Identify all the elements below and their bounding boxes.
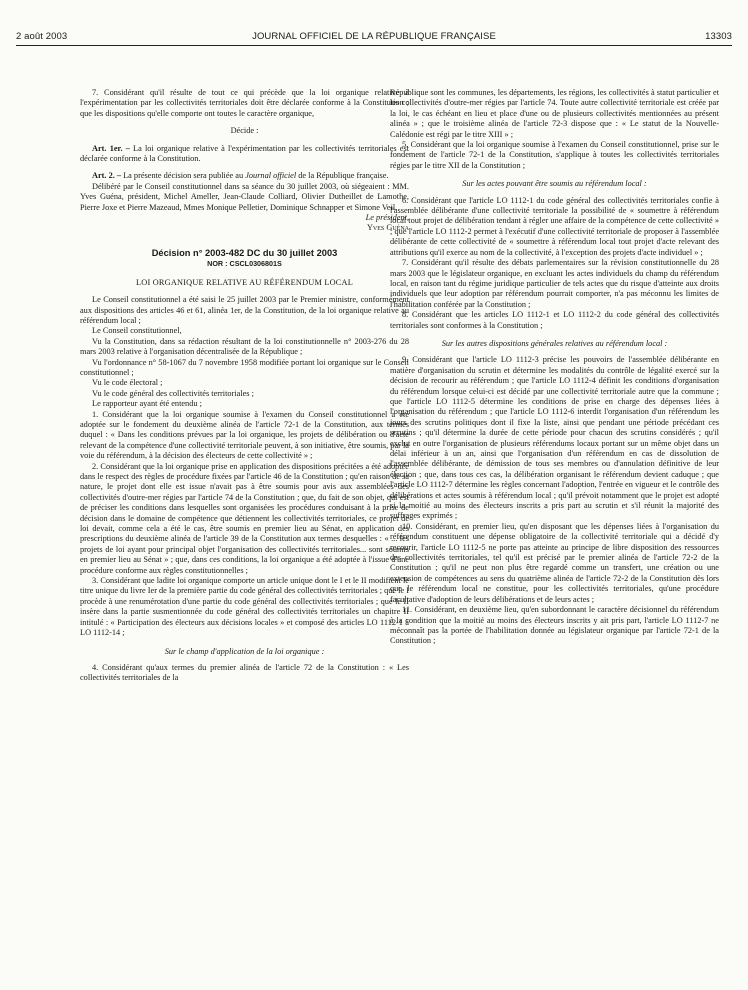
article-2-text-a: La présente décision sera publiée au: [123, 171, 246, 181]
article-1-text: La loi organique relative à l'expérimentation par les collectivités territoriales est déclarée conforme à la Constitution.: [80, 143, 409, 164]
paragraph-considerant-7: 7. Considérant qu'il résulte de tout ce qui précède que la loi organique relative à l'expérimentation par les collectivités territoriales doit être déclarée conforme à la Constitution ; que les dispositions qu'elle comporte ont toutes le caractère organique,: [80, 88, 409, 118]
article-2-label: Art. 2. –: [92, 171, 122, 181]
page-header: [16, 30, 732, 44]
paragraph-considerant-7b: 7. Considérant qu'il résulte des débats parlementaires sur la révision constitutionnelle du 28 mars 2003 que le législateur organique, en excluant les actes individuels du champ du référendum local, en raison tant du régime juridique particulier de tels actes que du risque d'atteinte aux droits individuels que leur adoption par référendum pourrait comporter, n'a pas méconnu les limites de l'habilitation conférée par la Constitution ;: [390, 258, 719, 309]
header-page-number: 13303: [705, 31, 732, 42]
paragraph-considerant-11: 11. Considérant, en deuxième lieu, qu'en subordonnant le caractère décisionnel du référendum à la condition que la moitié au moins des électeurs inscrits y ait pris part, l'article LO 1112-7 ne méconnaît pas la portée de l'habilitation donnée au législateur organique par l'article 72-1 de la Constitution ;: [390, 605, 719, 646]
section-heading-champ: Sur le champ d'application de la loi organique :: [164, 646, 325, 656]
paragraph-considerant-4: 4. Considérant qu'aux termes du premier alinéa de l'article 72 de la Constitution : « Les collectivités territoriales de la: [80, 662, 409, 683]
article-1: [80, 144, 409, 165]
article-1-label: Art. 1er. –: [92, 143, 130, 153]
signature-name: Yves Guéna: [366, 223, 409, 233]
paragraph-considerant-10: 10. Considérant, en premier lieu, qu'en disposant que les dépenses liées à l'organisation du référendum constituent une dépense obligatoire de la collectivité territoriale qui a décidé d'y recourir, l'article LO 1112-5 ne porte pas atteinte au principe de libre disposition des ressources des collectivités territoriales, tel qu'il est précisé par le premier alinéa de l'article 72-2 de la Constitution ; qu'il ne peut non plus être regardé comme un transfert, une création ou une extension de compétences au sens du quatrième alinéa de l'article 72-2 de la Constitution dès lors que le référendum local ne constitue, pour les collectivités territoriales, qu'une procédure facultative d'adoption de leurs délibérations et de leurs actes ;: [390, 521, 719, 604]
right-column: [390, 88, 719, 988]
paragraph-considerant-3: 3. Considérant que ladite loi organique comporte un article unique dont le I et le II modifient le titre unique du livre Ier de la première partie du code général des collectivités territoriales ; que le I procède à une renumérotation d'une partie du code général des collectivités territoriales ; que le II insère dans la partie susmentionnée du code général des collectivités territoriales un chapitre II intitulé : « Participation des électeurs aux décisions locales » et composé des articles LO 1112-1 à LO 1112-14 ;: [80, 576, 409, 638]
nor-reference: NOR : CSCL0306801S: [207, 259, 282, 269]
law-title: LOI ORGANIQUE RELATIVE AU RÉFÉRENDUM LOCAL: [136, 277, 353, 287]
header-date: 2 août 2003: [16, 31, 68, 42]
decision-title: Décision n° 2003-482 DC du 30 juillet 2003: [151, 247, 338, 258]
header-journal-title: JOURNAL OFFICIEL DE LA RÉPUBLIQUE FRANÇAISE: [252, 31, 496, 42]
vu-constitution: Vu la Constitution, dans sa rédaction résultant de la loi constitutionnelle n° 2003-276 du 28 mars 2003 relative à l'organisation décentralisée de la République ;: [80, 336, 409, 357]
section-heading-actes: Sur les actes pouvant être soumis au référendum local :: [462, 179, 647, 189]
paragraph-considerant-8: 8. Considérant que les articles LO 1112-1 et LO 1112-2 du code général des collectivités territoriales sont conformes à la Constitution ;: [390, 310, 719, 330]
article-2-text-italic: Journal officiel: [245, 171, 297, 181]
vu-code-general: Vu le code général des collectivités territoriales ;: [92, 388, 254, 398]
conseil-line: Le Conseil constitutionnel,: [92, 326, 182, 336]
header-rule: [16, 45, 732, 46]
continued-paragraph: République sont les communes, les départements, les régions, les collectivités à statut particulier et les collectivités d'outre-mer régies par l'article 74. Toute autre collectivité territoriale est créée par la loi, le cas échéant en lieu et place d'une ou de plusieurs collectivités mentionnées au présent alinéa » ; que le troisième alinéa de l'article 72-3 dispose que : « Le statut de la Nouvelle-Calédonie est régi par le titre XIII » ;: [390, 88, 719, 139]
paragraph-considerant-1: 1. Considérant que la loi organique soumise à l'examen du Conseil constitutionnel a été adoptée sur le fondement du deuxième alinéa de l'article 72-1 de la Constitution, aux termes duquel : « Dans les conditions prévues par la loi organique, les projets de délibération ou d'acte relevant de la compétence d'une collectivité territoriale peuvent, à son initiative, être soumis, par la voie du référendum, à la décision des électeurs de cette collectivité » ;: [80, 409, 409, 461]
paragraph-considerant-5: 5. Considérant que la loi organique soumise à l'examen du Conseil constitutionnel, prise sur le fondement de l'article 72-1 de la Constitution, s'applique à toutes les collectivités territoriales régies par le titre XII de la Constitution ;: [390, 140, 719, 170]
article-2: [80, 171, 409, 181]
paragraph-considerant-6: 6. Considérant que l'article LO 1112-1 du code général des collectivités territoriales confie à l'assemblée délibérante d'une collectivité territoriale la possibilité de « soumettre à référendum local tout projet de délibération tendant à régler une affaire de la compétence de cette collectivité » ; que l'article LO 1112-2 permet à l'exécutif d'une collectivité territoriale de proposer à l'assemblée délibérante de cette collectivité de « soumettre à référendum local tout projet d'acte relevant des attributions qu'il exerce au nom de la collectivité, à l'exception des projets d'acte individuel » ;: [390, 195, 719, 257]
paragraph-considerant-9: 9. Considérant que l'article LO 1112-3 précise les pouvoirs de l'assemblée délibérante en matière d'organisation du scrutin et détermine les modalités du contrôle de légalité exercé sur la décision de recourir au référendum ; que l'article LO 1112-4 définit les conditions d'organisation du référendum lorsque celui-ci est décidé par une collectivité territoriale autre que la commune ; que l'article LO 1112-5 détermine les conditions de prise en charge des dépenses liées à l'organisation du référendum ; que l'article LO 1112-6 interdit l'organisation d'un référendum les jours des scrutins politiques dont il fixe la liste, ainsi que pendant une période précédant ces scrutins ; qu'il détermine la durée de cette période pour chacun des scrutins considérés ; qu'il exclut en outre l'organisation de plusieurs référendums locaux portant sur un même objet dans un délai inférieur à un an, ainsi que l'organisation d'un référendum en cas de dissolution de l'assemblée délibérante, de démission de tous ses membres ou d'annulation définitive de leur élection ; que, dans tous ces cas, la délibération organisant le référendum devient caduque ; que l'article LO 1112-7 détermine les règles concernant l'adoption, l'entrée en vigueur et le contrôle des délibérations et actes soumis à référendum local ; qu'il prévoit notamment que le projet est adopté si la moitié au moins des électeurs inscrits a pris part au scrutin et s'il réunit la majorité des suffrages exprimés ;: [390, 355, 719, 521]
intro-paragraph: Le Conseil constitutionnel a été saisi le 25 juillet 2003 par le Premier ministre, conformément aux dispositions des articles 46 et 61, alinéa 1er, de la Constitution, de la loi organique relative au référendum local ;: [80, 295, 409, 325]
deliberation-paragraph: Délibéré par le Conseil constitutionnel dans sa séance du 30 juillet 2003, où siégeaient : MM. Yves Guéna, président, Michel Ameller, Jean-Claude Colliard, Olivier Dutheillet de Lamothe, Pierre Joxe et Pierre Mazeaud, Mmes Monique Pelletier, Dominique Schnapper et Simone Veil.: [80, 181, 409, 212]
rapporteur-line: Le rapporteur ayant été entendu ;: [92, 399, 202, 409]
article-2-text-b: de la République française.: [296, 171, 389, 181]
vu-ordonnance: Vu l'ordonnance n° 58-1067 du 7 novembre 1958 modifiée portant loi organique sur le Conseil constitutionnel ;: [80, 357, 409, 377]
left-column: [80, 88, 409, 988]
paragraph-considerant-2: 2. Considérant que la loi organique prise en application des dispositions précitées a été adoptée dans le respect des règles de procédure fixées par l'article 46 de la Constitution ; qu'en raison de sa nature, le projet dont elle est issue n'avait pas à être soumis pour avis aux assemblées des collectivités d'outre-mer régies par l'article 74 de la Constitution ; que, du fait de son objet, qui est de préciser les conditions dans lesquelles sont organisées les procédures conduisant à la prise de décision dans le domaine de compétence que détiennent les collectivités territoriales, ce projet de loi devait, comme cela a été le cas, être soumis en premier lieu au Sénat, en application des prescriptions du deuxième alinéa de l'article 39 de la Constitution aux termes desquelles : « ... les projets de loi ayant pour principal objet l'organisation des collectivités territoriales... sont soumis en premier lieu au Sénat » ; que, dans ces conditions, la loi organique a été adoptée à l'issue d'une procédure conforme aux règles constitutionnelles ;: [80, 461, 409, 575]
vu-code-electoral: Vu le code électoral ;: [92, 378, 163, 388]
signature-title: Le président,: [365, 213, 409, 223]
section-heading-autres: Sur les autres dispositions générales relatives au référendum local :: [441, 338, 668, 348]
decide-heading: Décide :: [230, 126, 259, 136]
